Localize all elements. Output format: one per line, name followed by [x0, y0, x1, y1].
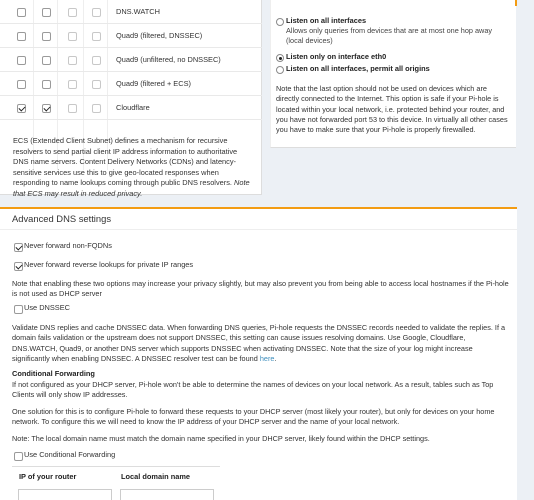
ecs-privacy-note: Note that ECS may result in reduced privacy.: [13, 178, 250, 198]
upstream-v4-1-checkbox[interactable]: [17, 8, 26, 17]
upstream-server-name: DNS.WATCH: [116, 7, 160, 16]
page-background-edge: [517, 0, 534, 500]
use-conditional-forwarding-label[interactable]: Use Conditional Forwarding: [24, 450, 116, 459]
upstream-v4-1-checkbox[interactable]: [17, 80, 26, 89]
never-forward-fqdn-checkbox[interactable]: [14, 243, 23, 252]
advanced-dns-title: Advanced DNS settings: [12, 213, 112, 224]
dnssec-description: Validate DNS replies and cache DNSSEC data. When forwarding DNS queries, Pi-hole requests the DNSSEC records needed to validate the replies. If a domain fails validation or the upstream does not support DNSSEC, this setting can cause issues resolving domains. Use Google, Cloudflare, DNS.WATCH, Quad9, or another DNS server which supports DNSSEC when activating DNSSEC. Note that the size of your log might increase significantly when enabling DNSSEC. A DNSSEC resolver test can be found here.: [12, 323, 506, 364]
upstream-v6-1-checkbox[interactable]: [68, 104, 77, 113]
upstream-v6-2-checkbox[interactable]: [92, 32, 101, 41]
never-forward-reverse-checkbox[interactable]: [14, 262, 23, 271]
privacy-note: Note that enabling these two options may increase your privacy slightly, but may also prevent you from being able to access local hostnames if the Pi-hole is not used as DHCP server: [12, 279, 509, 299]
local-domain-input[interactable]: [120, 489, 214, 500]
interface-warning-note: Note that the last option should not be used on devices which are directly connected to the Internet. This option is safe if your Pi-hole is located within your local network, i.e. protected behind your router, and you have not forwarded port 53 to this device. In virtually all other cases you have to make sure that your Pi-hole is properly firewalled.: [276, 84, 508, 135]
upstream-v4-1-checkbox[interactable]: [17, 32, 26, 41]
upstream-v4-2-checkbox[interactable]: [42, 56, 51, 65]
ecs-description: ECS (Extended Client Subnet) defines a mechanism for recursive resolvers to send partial client IP address information to authoritative DNS name servers. Content Delivery Networks (CDNs) and latency-sensitive services use this to give geo-located responses when responding to name lookups coming through public DNS resolvers. Note that ECS may result in reduced privacy.: [13, 136, 250, 198]
upstream-v6-1-checkbox[interactable]: [68, 56, 77, 65]
upstream-server-name: Quad9 (filtered, DNSSEC): [116, 31, 203, 40]
cf-solution: One solution for this is to configure Pi-hole to forward these requests to your DHCP server (most likely your router), but only for devices on your home network. To configure this we will need to know the IP address of your DHCP server and the name of your local network.: [12, 407, 495, 427]
upstream-v6-2-checkbox[interactable]: [92, 8, 101, 17]
never-forward-reverse-label[interactable]: Never forward reverse lookups for private IP ranges: [24, 260, 194, 269]
desc-listen-all: Allows only queries from devices that are at most one hop away (local devices): [286, 26, 493, 46]
use-dnssec-label[interactable]: Use DNSSEC: [24, 303, 70, 312]
label-listen-eth0: Listen only on interface eth0: [286, 52, 387, 61]
cf-domain-note: Note: The local domain name must match the domain name specified in your DHCP server, likely found within the DHCP settings.: [12, 434, 430, 443]
upstream-server-name: Quad9 (unfiltered, no DNSSEC): [116, 55, 221, 64]
upstream-row: [0, 72, 262, 96]
upstream-row: [0, 48, 262, 72]
use-dnssec-checkbox[interactable]: [14, 305, 23, 314]
upstream-v4-1-checkbox[interactable]: [17, 56, 26, 65]
upstream-v4-2-checkbox[interactable]: [42, 8, 51, 17]
upstream-v4-2-checkbox[interactable]: [42, 80, 51, 89]
label-listen-all-origins: Listen on all interfaces, permit all origins: [286, 64, 430, 73]
radio-listen-all[interactable]: [276, 18, 284, 26]
radio-listen-all-origins[interactable]: [276, 66, 284, 74]
upstream-server-name: Cloudflare: [116, 103, 150, 112]
col-local-domain: Local domain name: [121, 472, 190, 481]
upstream-v6-1-checkbox[interactable]: [68, 32, 77, 41]
upstream-v4-2-checkbox[interactable]: [42, 32, 51, 41]
upstream-v6-2-checkbox[interactable]: [92, 56, 101, 65]
upstream-v6-1-checkbox[interactable]: [68, 8, 77, 17]
upstream-v6-2-checkbox[interactable]: [92, 80, 101, 89]
upstream-server-name: Quad9 (filtered + ECS): [116, 79, 191, 88]
router-ip-input[interactable]: [18, 489, 112, 500]
upstream-v4-2-checkbox[interactable]: [42, 104, 51, 113]
label-listen-all: Listen on all interfaces: [286, 16, 367, 25]
never-forward-fqdn-label[interactable]: Never forward non-FQDNs: [24, 241, 112, 250]
table-top-border: [12, 466, 220, 467]
cf-explanation: If not configured as your DHCP server, Pi-hole won't be able to determine the names of devices on your local network. As a result, tables such as Top Clients will only show IP addresses.: [12, 380, 494, 400]
upstream-row: [0, 96, 262, 120]
title-divider: [0, 229, 517, 230]
dnssec-resolver-test-link[interactable]: here: [259, 354, 275, 364]
col-router-ip: IP of your router: [19, 472, 77, 481]
radio-listen-eth0[interactable]: [276, 54, 284, 62]
upstream-v4-1-checkbox[interactable]: [17, 104, 26, 113]
upstream-row: [0, 0, 262, 24]
upstream-v6-1-checkbox[interactable]: [68, 80, 77, 89]
upstream-row: [0, 24, 262, 48]
upstream-v6-2-checkbox[interactable]: [92, 104, 101, 113]
use-conditional-forwarding-checkbox[interactable]: [14, 452, 23, 461]
conditional-forwarding-title: Conditional Forwarding: [12, 369, 95, 378]
